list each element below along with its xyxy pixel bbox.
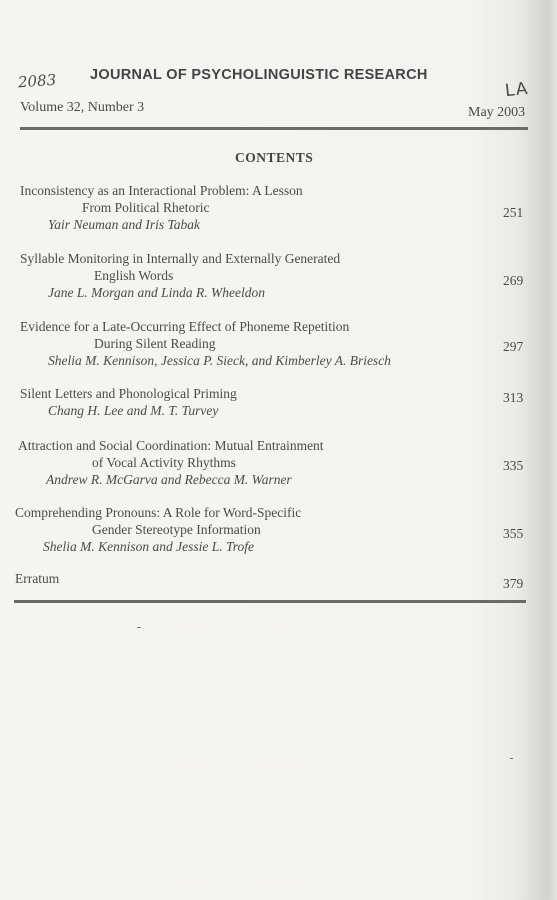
entry-title: Syllable Monitoring in Internally and Externally Generated	[20, 251, 341, 266]
toc-entry	[20, 385, 237, 419]
toc-entry	[15, 504, 301, 555]
entry-title-continued: From Political Rhetoric	[82, 200, 210, 215]
entry-page-number: 355	[503, 526, 524, 541]
entry-authors: Jane L. Morgan and Linda R. Wheeldon	[48, 285, 265, 300]
scan-speck	[510, 758, 513, 759]
entry-title: Inconsistency as an Interactional Problem: A Lesson	[20, 183, 303, 198]
entry-title-continued: Gender Stereotype Information	[92, 522, 261, 537]
scan-speck	[137, 627, 141, 628]
entry-title: Comprehending Pronouns: A Role for Word-Specific	[15, 505, 302, 520]
entry-title-continued: English Words	[94, 268, 174, 283]
entry-page-number: 335	[503, 458, 524, 473]
entry-page-number: 297	[503, 339, 524, 354]
toc-entry-erratum	[15, 570, 59, 587]
contents-heading: CONTENTS	[235, 150, 314, 165]
entry-title-continued: During Silent Reading	[94, 336, 216, 351]
issue-date: May 2003	[468, 105, 526, 120]
entry-page-number: 269	[503, 273, 524, 288]
toc-entry	[18, 437, 324, 488]
top-rule	[20, 127, 528, 130]
entry-authors: Chang H. Lee and M. T. Turvey	[48, 403, 219, 418]
entry-title: Erratum	[15, 571, 60, 586]
entry-page-number: 251	[503, 205, 524, 220]
entry-authors: Yair Neuman and Iris Tabak	[48, 217, 201, 232]
entry-title: Attraction and Social Coordination: Mutual Entrainment	[18, 438, 324, 453]
toc-entry	[20, 182, 303, 233]
handwritten-mark-right: LA	[504, 78, 530, 102]
volume-number: Volume 32, Number 3	[20, 100, 145, 115]
toc-entry	[20, 250, 340, 301]
handwritten-mark-left: 2083	[17, 70, 57, 92]
entry-authors: Andrew R. McGarva and Rebecca M. Warner	[46, 472, 292, 487]
toc-entry	[20, 318, 391, 369]
entry-title: Evidence for a Late-Occurring Effect of Phoneme Repetition	[20, 319, 350, 334]
journal-title: JOURNAL OF PSYCHOLINGUISTIC RESEARCH	[90, 67, 428, 83]
entry-authors: Shelia M. Kennison and Jessie L. Trofe	[43, 539, 254, 554]
entry-authors: Shelia M. Kennison, Jessica P. Sieck, and Kimberley A. Briesch	[48, 353, 391, 368]
entry-title-continued: of Vocal Activity Rhythms	[92, 455, 236, 470]
entry-page-number: 313	[503, 390, 524, 405]
page-edge-shadow	[539, 0, 557, 900]
bottom-rule	[14, 600, 526, 603]
entry-page-number: 379	[503, 576, 524, 591]
entry-title: Silent Letters and Phonological Priming	[20, 386, 237, 401]
